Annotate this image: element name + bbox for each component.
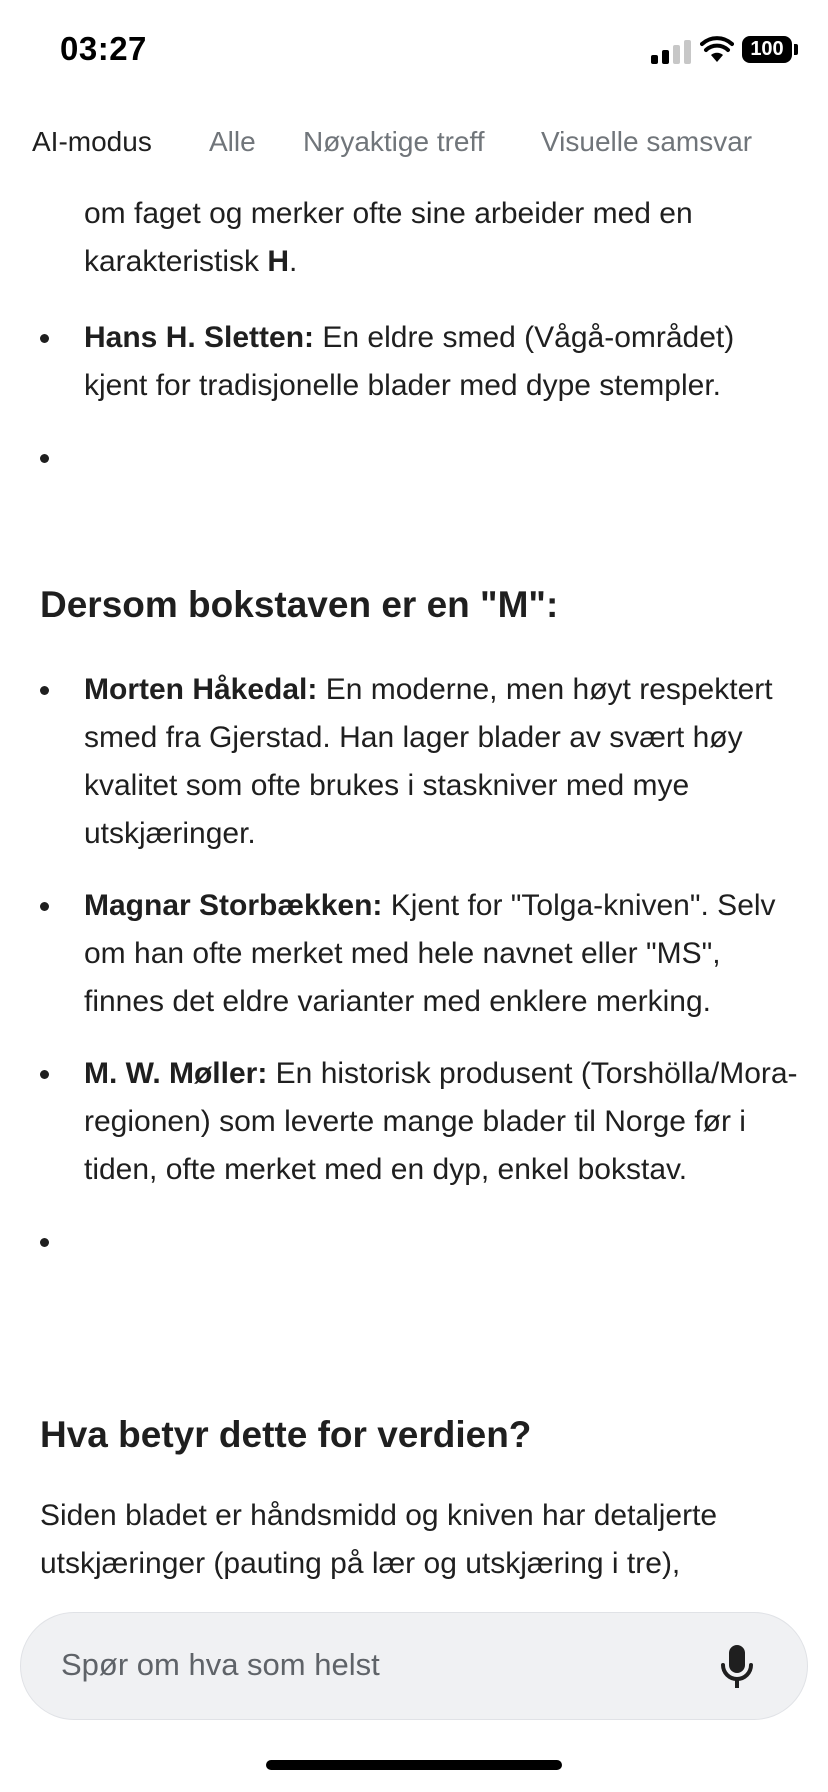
home-indicator[interactable] xyxy=(266,1760,562,1770)
section-heading-value: Hva betyr dette for verdien? xyxy=(40,1414,532,1455)
search-mode-tabs xyxy=(0,120,828,180)
bullet-dot xyxy=(40,902,49,911)
tab-exact-matches[interactable]: Nøyaktige treff xyxy=(303,126,485,157)
empty-list-item xyxy=(0,434,828,482)
bullet-dot xyxy=(40,1070,49,1079)
bullet-dot xyxy=(40,334,49,343)
continued-paragraph: om faget og merker ofte sine arbeider med en karakteristisk H. xyxy=(84,197,693,278)
tab-all[interactable]: Alle xyxy=(209,126,256,157)
signal-icon xyxy=(651,40,693,64)
bullet-dot xyxy=(40,1238,49,1247)
battery-tip xyxy=(794,44,798,55)
list-item: M. W. Møller: En historisk produsent (Torshölla/Mora-regionen) som leverte mange blader til Norge før i tiden, ofte merket med en dyp, enkel bokstav. xyxy=(0,1050,828,1194)
ai-answer-content xyxy=(0,186,828,1591)
status-time: 03:27 xyxy=(60,30,147,67)
list-h-smiths xyxy=(0,314,828,482)
ask-bar[interactable] xyxy=(20,1612,808,1720)
value-paragraph: Siden bladet er håndsmidd og kniven har detaljerte utskjæringer (pauting på lær og utskjæring i tre), xyxy=(40,1499,718,1580)
list-m-smiths xyxy=(0,666,828,1266)
list-item: Magnar Storbækken: Kjent for "Tolga-kniven". Selv om han ofte merket med hele navnet eller "MS", finnes det eldre varianter med enklere merking. xyxy=(0,882,828,1026)
microphone-icon[interactable] xyxy=(717,1643,757,1693)
section-heading-m: Dersom bokstaven er en "M": xyxy=(40,584,559,625)
wifi-icon xyxy=(700,36,734,64)
ask-input[interactable] xyxy=(61,1647,681,1683)
tab-ai-mode[interactable]: AI-modus xyxy=(32,126,152,157)
list-item: Hans H. Sletten: En eldre smed (Vågå-området) kjent for tradisjonelle blader med dype stempler. xyxy=(0,314,828,410)
status-bar xyxy=(0,0,828,100)
bullet-dot xyxy=(40,686,49,695)
battery-icon: 100 xyxy=(742,36,792,63)
tab-visual-matches[interactable]: Visuelle samsvar xyxy=(541,126,753,157)
empty-list-item xyxy=(0,1218,828,1266)
list-item: Morten Håkedal: En moderne, men høyt respektert smed fra Gjerstad. Han lager blader av svært høy kvalitet som ofte brukes i staskniver med mye utskjæringer. xyxy=(0,666,828,858)
bullet-dot xyxy=(40,454,49,463)
